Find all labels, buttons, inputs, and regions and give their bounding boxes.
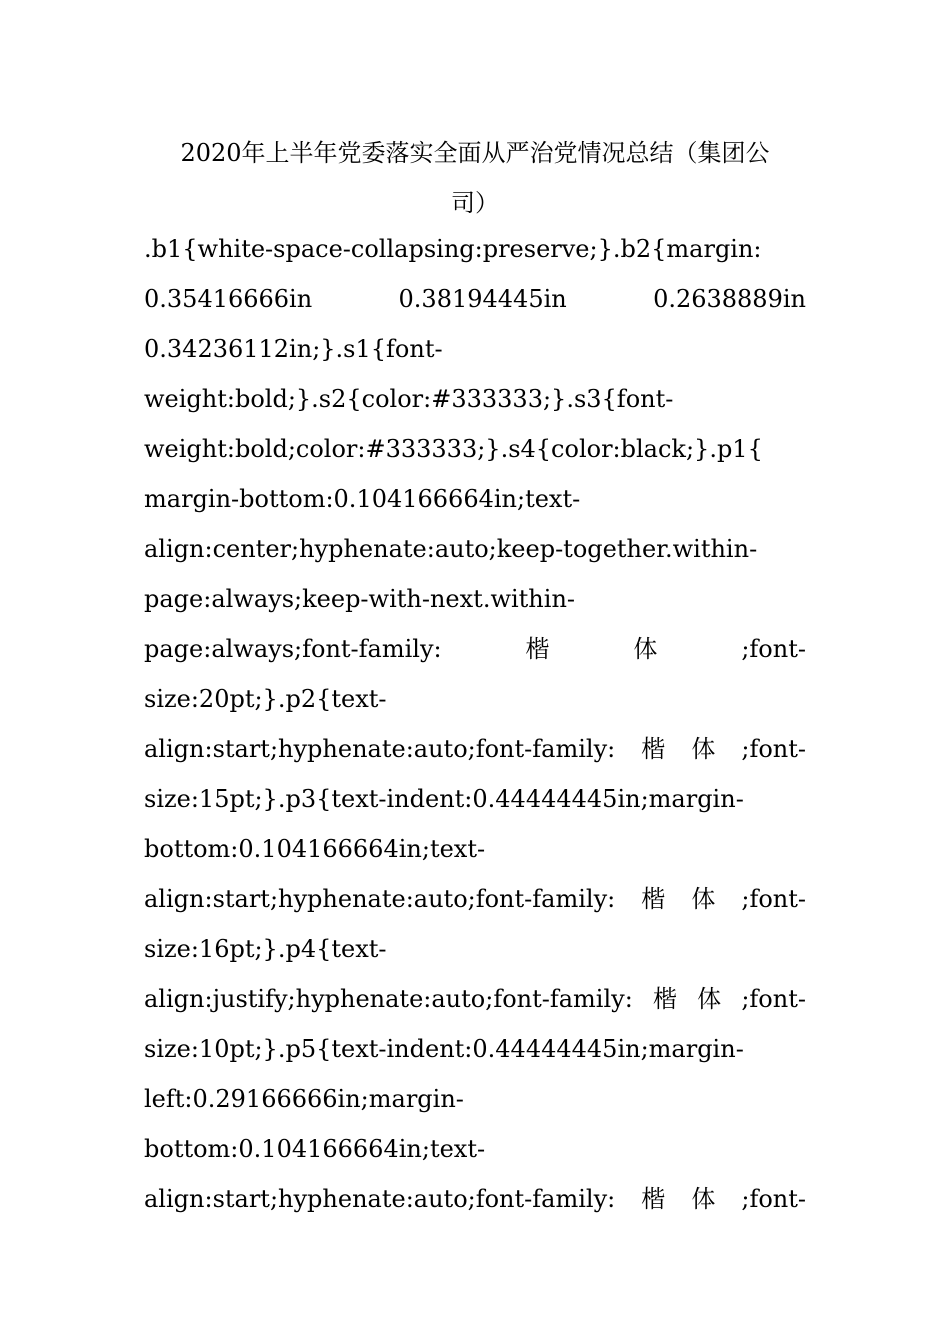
body-line <box>144 624 806 674</box>
body-word: 体 <box>691 735 716 763</box>
body-line: left:0.29166666in;margin- <box>144 1085 464 1113</box>
body-word: 体 <box>697 985 722 1013</box>
title-line-1: 2020年上半年党委落实全面从严治党情况总结（集团公 <box>180 139 770 167</box>
document-title <box>144 128 806 228</box>
body-word: ;font- <box>741 1185 806 1213</box>
body-line: 0.34236112in;}.s1{font- <box>144 335 443 363</box>
body-line: size:16pt;}.p4{text- <box>144 935 387 963</box>
body-line <box>144 1174 806 1224</box>
body-line <box>144 274 806 324</box>
body-word: 楷 <box>652 985 677 1013</box>
body-word: 楷 <box>641 1185 666 1213</box>
body-word: 体 <box>691 1185 716 1213</box>
document-body <box>144 224 806 1224</box>
body-line <box>144 874 806 924</box>
body-word: 楷 <box>525 635 550 663</box>
body-word: ;font- <box>741 885 806 913</box>
body-word: 0.35416666in <box>144 285 313 313</box>
body-word: ;font- <box>741 985 806 1013</box>
body-line: size:15pt;}.p3{text-indent:0.44444445in;margin- <box>144 785 744 813</box>
body-line: bottom:0.104166664in;text- <box>144 835 486 863</box>
body-word: ;font- <box>741 735 806 763</box>
body-line <box>144 724 806 774</box>
body-line: page:always;keep-with-next.within- <box>144 585 576 613</box>
body-word: ;font- <box>741 635 806 663</box>
body-line: weight:bold;color:#333333;}.s4{color:black;}.p1{ <box>144 435 763 463</box>
body-line: align:center;hyphenate:auto;keep-together.within- <box>144 535 758 563</box>
body-word: 0.38194445in <box>398 285 567 313</box>
body-word: align:start;hyphenate:auto;font-family: <box>144 1185 616 1213</box>
body-line: .b1{white-space-collapsing:preserve;}.b2{margin: <box>144 235 762 263</box>
body-word: 体 <box>633 635 658 663</box>
body-line: size:20pt;}.p2{text- <box>144 685 387 713</box>
body-word: align:justify;hyphenate:auto;font-family: <box>144 985 633 1013</box>
body-word: 楷 <box>641 885 666 913</box>
body-word: align:start;hyphenate:auto;font-family: <box>144 735 616 763</box>
body-line: size:10pt;}.p5{text-indent:0.44444445in;margin- <box>144 1035 744 1063</box>
title-line-2: 司） <box>451 189 499 217</box>
body-word: 楷 <box>641 735 666 763</box>
body-line: bottom:0.104166664in;text- <box>144 1135 486 1163</box>
body-word: align:start;hyphenate:auto;font-family: <box>144 885 616 913</box>
body-line <box>144 974 806 1024</box>
body-word: 0.2638889in <box>653 285 806 313</box>
body-line: weight:bold;}.s2{color:#333333;}.s3{font- <box>144 385 674 413</box>
body-word: page:always;font-family: <box>144 635 442 663</box>
body-line: margin-bottom:0.104166664in;text- <box>144 485 581 513</box>
body-word: 体 <box>691 885 716 913</box>
